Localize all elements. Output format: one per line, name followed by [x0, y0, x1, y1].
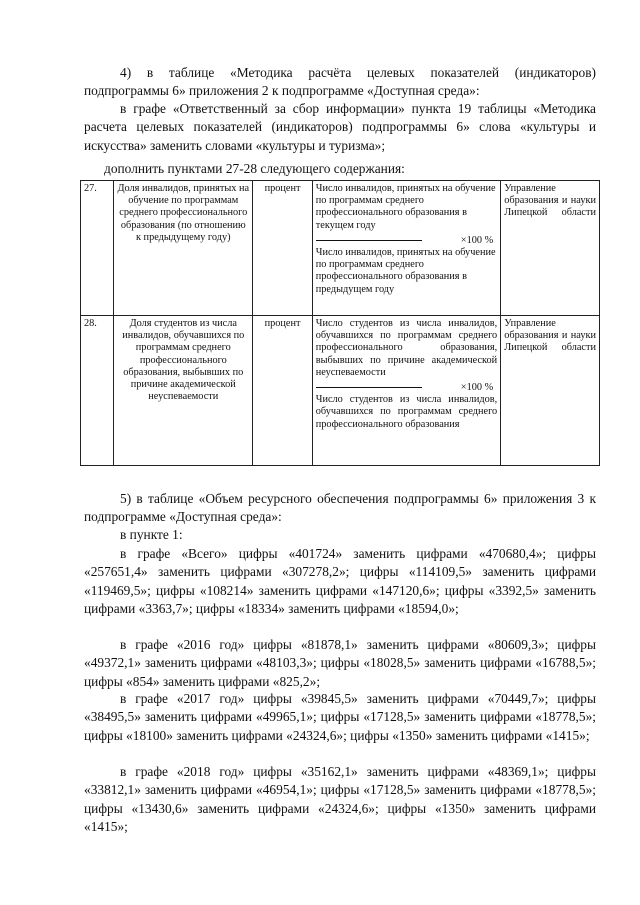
- table-row: [81, 316, 600, 466]
- responsible-text: Управление образования и науки Липецкой области: [504, 318, 596, 354]
- responsible-cell: [501, 316, 600, 466]
- formula-multiplier: ×100 %: [460, 382, 494, 394]
- calc-method-cell: [312, 181, 500, 316]
- row-number: 28.: [81, 316, 114, 466]
- paragraph-2018: в графе «2018 год» цифры «35162,1» заменить цифрами «48369,1»; цифры «33812,1» заменить цифрами «46954,1»; цифры «17128,5» заменить цифрами «18778,5»; цифры «13430,6» заменить цифрами «24324,6»; цифры «1350» заменить цифрами «1415»;: [84, 764, 596, 834]
- formula-numerator: Число студентов из числа инвалидов, обучавшихся по программам среднего профессионального образования, выбывших по причине академической неуспеваемости: [315, 318, 498, 378]
- paragraph-item-4: 4) в таблице «Методика расчёта целевых показателей (индикаторов) подпрограммы 6» приложения 2 к подпрограмме «Доступная среда»:: [84, 65, 596, 99]
- formula-numerator: Число инвалидов, принятых на обучение по программам среднего профессионального образования в текущем году: [315, 183, 496, 231]
- formula-denominator: Число инвалидов, принятых на обучение по программам среднего профессионального образования в предыдущем году: [315, 247, 496, 295]
- indicator-name: Доля студентов из числа инвалидов, обучавшихся по программам среднего профессионального образования, выбывших по причине академической неуспеваемости: [114, 316, 253, 466]
- unit-cell: процент: [253, 181, 312, 316]
- calc-method-cell: [312, 316, 500, 466]
- row-number: 27.: [81, 181, 114, 316]
- unit-cell: процент: [253, 316, 312, 466]
- formula-multiplier: ×100 %: [460, 234, 494, 246]
- formula-denominator: Число студентов из числа инвалидов, обучавшихся по программам среднего профессионального образования: [315, 394, 498, 430]
- table-row: [81, 181, 600, 316]
- paragraph-2016: в графе «2016 год» цифры «81878,1» заменить цифрами «80609,3»; цифры «49372,1» заменить цифрами «48103,3»; цифры «18028,5» заменить цифрами «16788,5»; цифры «854» заменить цифрами «825,2»;: [84, 637, 596, 689]
- indicator-name: Доля инвалидов, принятых на обучение по программам среднего профессионального образования (по отношению к предыдущему году): [114, 181, 253, 316]
- paragraph-2017: в графе «2017 год» цифры «39845,5» заменить цифрами «70449,7»; цифры «38495,5» заменить цифрами «49965,1»; цифры «17128,5» заменить цифрами «18778,5»; цифры «18100» заменить цифрами «24324,6»; цифры «1350» заменить цифрами «1415»;: [84, 691, 596, 743]
- paragraph-total: в графе «Всего» цифры «401724» заменить цифрами «470680,4»; цифры «257651,4» заменить цифрами «307278,2»; цифры «114109,5» заменить цифрами «119469,5»; цифры «108214» заменить цифрами «147120,6»; цифры «3392,5» заменить цифрами «3363,7»; цифры «18334» заменить цифрами «18594,0»;: [84, 546, 596, 616]
- paragraph-item-4-graph: в графе «Ответственный за сбор информации» пункта 19 таблицы «Методика расчета целевых показателей (индикаторов) подпрограммы 6» слова «культуры и искусства» заменить словами «культуры и туризма»;: [84, 101, 596, 153]
- responsible-cell: [501, 181, 600, 316]
- paragraph-item-5: 5) в таблице «Объем ресурсного обеспечения подпрограммы 6» приложения 3 к подпрограмме «Доступная среда»:: [84, 491, 596, 525]
- indicators-table: [80, 180, 600, 466]
- paragraph-point-1: в пункте 1:: [120, 527, 183, 542]
- paragraph-add-items: дополнить пунктами 27-28 следующего содержания:: [104, 161, 405, 176]
- responsible-text: Управление образования и науки Липецкой области: [504, 183, 596, 219]
